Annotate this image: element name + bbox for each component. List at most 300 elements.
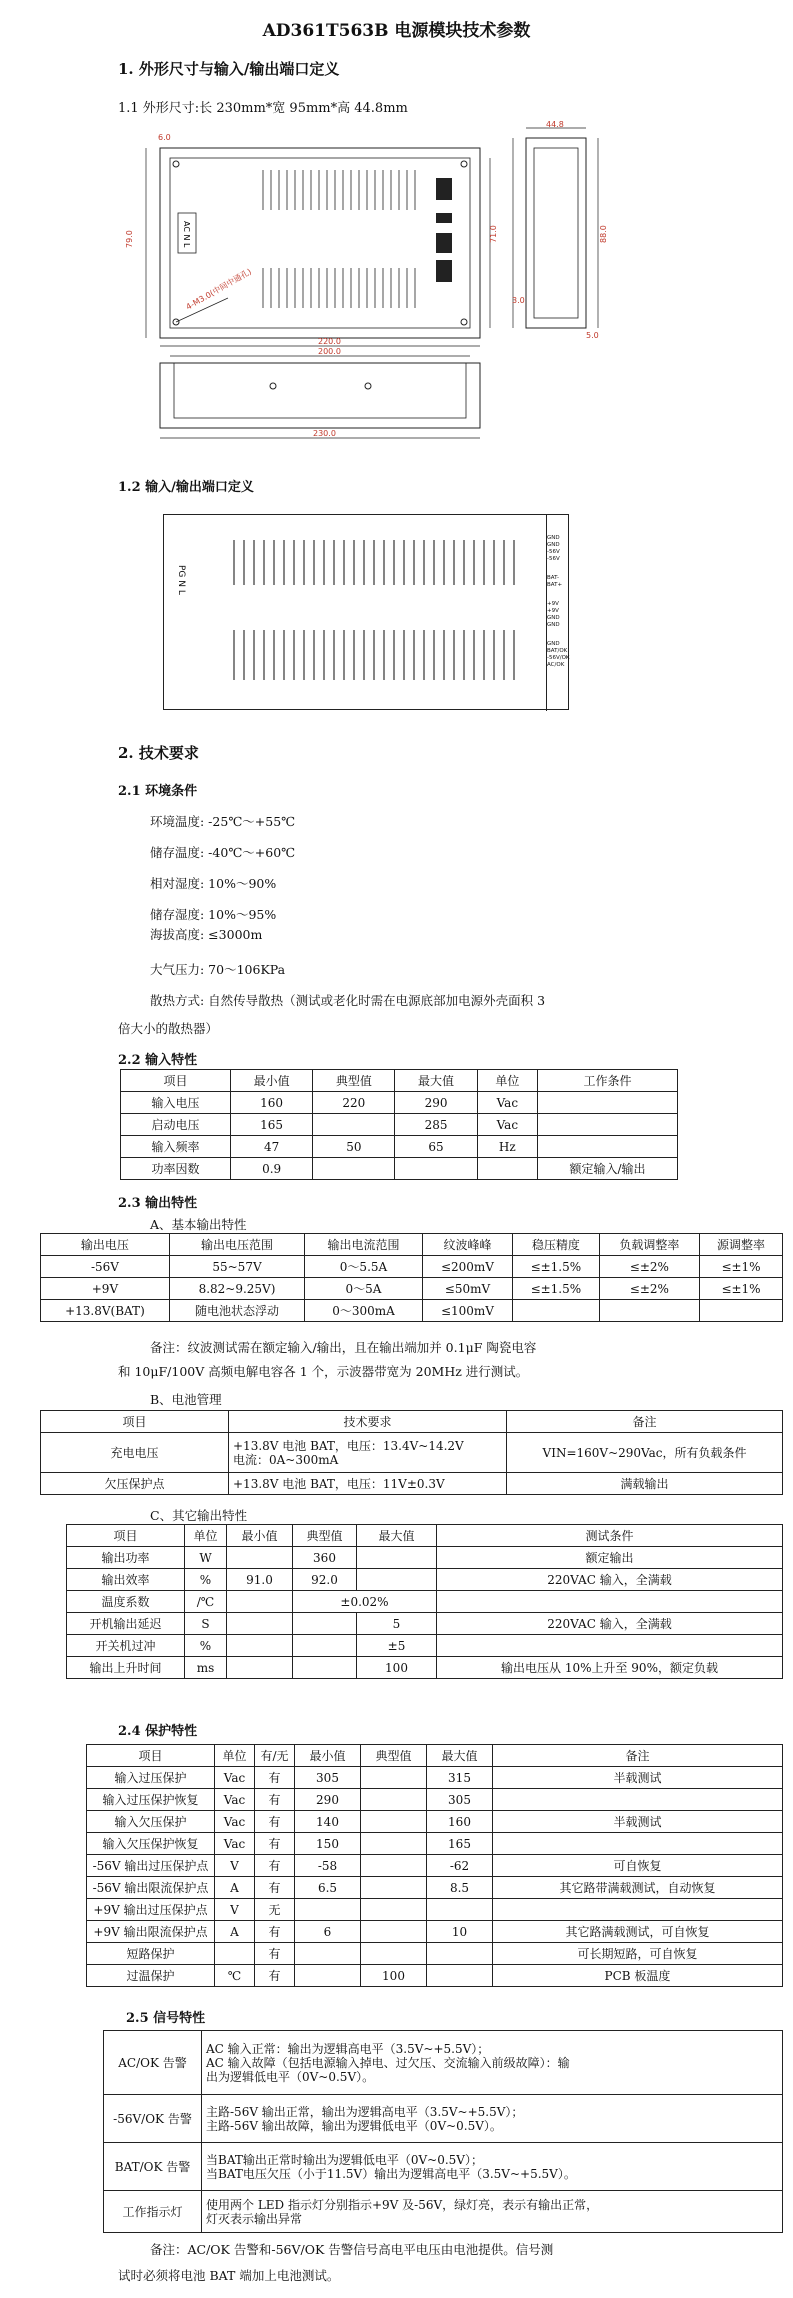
table-row (87, 1789, 783, 1811)
header-cell: 典型值 (361, 1745, 427, 1767)
cell (599, 1300, 699, 1322)
env-line: 储存湿度: 10%～95% (150, 907, 277, 922)
cell: Vac (215, 1789, 255, 1811)
header-cell: 最小值 (231, 1070, 313, 1092)
cell: 温度系数 (67, 1591, 185, 1613)
cell (538, 1136, 678, 1158)
output-terminals (436, 178, 452, 282)
env-line: 相对湿度: 10%～90% (150, 876, 277, 891)
section-2-3-heading: 2.3 输出特性 (118, 1196, 198, 1211)
section-2-4-heading: 2.4 保护特性 (118, 1724, 198, 1739)
cell: ms (185, 1657, 227, 1679)
cell: -56V 输出限流保护点 (87, 1877, 215, 1899)
header-cell: 输出电压范围 (169, 1234, 304, 1256)
cell: PCB 板温度 (493, 1965, 783, 1987)
cell: S (185, 1613, 227, 1635)
table-row (121, 1092, 678, 1114)
cell (361, 1877, 427, 1899)
cell: 160 (231, 1092, 313, 1114)
section-1-1-heading: 1.1 外形尺寸:长 230mm*宽 95mm*高 44.8mm (118, 101, 408, 116)
cell: 其它路带满载测试，自动恢复 (493, 1877, 783, 1899)
vent-slots-top (263, 170, 415, 210)
dim-71: 71.0 (489, 225, 498, 243)
cell-line: 灯灭表示输出异常 (206, 2211, 303, 2226)
dim-5: 5.0 (586, 331, 599, 340)
cell (202, 2191, 783, 2233)
header-cell: 最小值 (295, 1745, 361, 1767)
cell: % (185, 1569, 227, 1591)
table-row (41, 1278, 783, 1300)
cell: 305 (427, 1789, 493, 1811)
table-row (87, 1965, 783, 1987)
cell (313, 1158, 395, 1180)
cell: -56V 输出过压保护点 (87, 1855, 215, 1877)
cell: 工作指示灯 (104, 2191, 202, 2233)
cell (493, 1833, 783, 1855)
table-row (87, 1877, 783, 1899)
header-cell: 有/无 (255, 1745, 295, 1767)
dim-220: 220.0 (318, 337, 341, 346)
cell: 10 (427, 1921, 493, 1943)
cell: Vac (215, 1811, 255, 1833)
cell: 0～300mA (305, 1300, 423, 1322)
cell: 其它路满载测试，可自恢复 (493, 1921, 783, 1943)
cell: 输入过压保护恢复 (87, 1789, 215, 1811)
table-row (67, 1635, 783, 1657)
cell: 285 (395, 1114, 477, 1136)
cell: ±0.02% (293, 1591, 437, 1613)
header-cell: 典型值 (293, 1525, 357, 1547)
cell-line: 出为逻辑低电平（0V~0.5V）。 (206, 2069, 375, 2084)
cell (295, 1899, 361, 1921)
cell: ≤50mV (422, 1278, 512, 1300)
header-cell: 备注 (507, 1411, 783, 1433)
vent-slots-bottom (263, 268, 415, 308)
header-cell: 单位 (477, 1070, 537, 1092)
cell: 100 (357, 1657, 437, 1679)
cell: 6.5 (295, 1877, 361, 1899)
cell: 160 (427, 1811, 493, 1833)
table-row (67, 1547, 783, 1569)
table-row (41, 1433, 783, 1473)
cell: VIN=160V~290Vac，所有负载条件 (507, 1433, 783, 1473)
cell: +9V (41, 1278, 170, 1300)
cell: 290 (295, 1789, 361, 1811)
port-panel (163, 514, 569, 710)
table-row (67, 1591, 783, 1613)
cell: 360 (293, 1547, 357, 1569)
cell: 开关机过冲 (67, 1635, 185, 1657)
port-label: -56V/OK (547, 655, 570, 661)
cell (229, 1433, 507, 1473)
header-cell: 稳压精度 (513, 1234, 600, 1256)
ac-terminal-label: AC N L (182, 221, 191, 248)
cell: +9V 输出限流保护点 (87, 1921, 215, 1943)
cell: 输入频率 (121, 1136, 231, 1158)
ripple-note-2: 和 10μF/100V 高频电解电容各 1 个，示波器带宽为 20MHz 进行测试。 (118, 1364, 529, 1379)
cell: 输入过压保护 (87, 1767, 215, 1789)
env-line: 倍大小的散热器） (118, 1021, 219, 1036)
cell (700, 1300, 783, 1322)
cell: 50 (313, 1136, 395, 1158)
port-group-a (547, 535, 570, 563)
output-a-title: A、基本输出特性 (150, 1217, 247, 1232)
port-label: AC/OK (547, 662, 565, 668)
cell (227, 1635, 293, 1657)
cell: Vac (477, 1092, 537, 1114)
cell (361, 1789, 427, 1811)
table-header-row (67, 1525, 783, 1547)
cell: 满载输出 (507, 1473, 783, 1495)
cell: Vac (477, 1114, 537, 1136)
cell: 8.5 (427, 1877, 493, 1899)
cell: +13.8V(BAT) (41, 1300, 170, 1322)
cell (361, 1855, 427, 1877)
cell-line: 当BAT输出正常时输出为逻辑低电平（0V~0.5V）； (206, 2152, 483, 2167)
cell: AC/OK 告警 (104, 2031, 202, 2095)
cell: 8.82~9.25V) (169, 1278, 304, 1300)
env-line: 海拔高度: ≤3000m (150, 927, 263, 942)
cell (395, 1158, 477, 1180)
header-cell: 最小值 (227, 1525, 293, 1547)
cell-line: AC 输入故障（包括电源输入掉电、过欠压、交流输入前级故障）：输 (206, 2055, 570, 2070)
cell: -62 (427, 1855, 493, 1877)
table-header-row (41, 1234, 783, 1256)
cell: V (215, 1899, 255, 1921)
header-cell: 输出电压 (41, 1234, 170, 1256)
cell: 91.0 (227, 1569, 293, 1591)
cell: 140 (295, 1811, 361, 1833)
cell (538, 1114, 678, 1136)
cell (477, 1158, 537, 1180)
signal-note-1: 备注：AC/OK 告警和-56V/OK 告警信号高电平电压由电池提供。信号测 (150, 2242, 554, 2257)
table-row (41, 1256, 783, 1278)
env-line: 环境温度: -25℃～+55℃ (150, 814, 296, 829)
table-header-row (121, 1070, 678, 1092)
table-row (104, 2031, 783, 2095)
cell: A (215, 1921, 255, 1943)
table-row (67, 1569, 783, 1591)
cell: 有 (255, 1789, 295, 1811)
cell: 可自恢复 (493, 1855, 783, 1877)
cell (427, 1965, 493, 1987)
cell: A (215, 1877, 255, 1899)
cell (361, 1899, 427, 1921)
signal-table (103, 2030, 783, 2233)
cell-line: 使用两个 LED 指示灯分别指示+9V 及-56V，绿灯亮，表示有输出正常， (206, 2197, 599, 2212)
cell (227, 1547, 293, 1569)
table-row (87, 1943, 783, 1965)
dim-79: 79.0 (125, 230, 134, 248)
table-row (104, 2095, 783, 2143)
dim-88: 88.0 (599, 225, 608, 243)
table-header-row (41, 1411, 783, 1433)
protection-table (86, 1744, 783, 1987)
dim-44-8: 44.8 (546, 120, 564, 129)
cell: 有 (255, 1811, 295, 1833)
cell: 150 (295, 1833, 361, 1855)
cell: 0.9 (231, 1158, 313, 1180)
cell (202, 2031, 783, 2095)
cell: 165 (231, 1114, 313, 1136)
table-row (41, 1473, 783, 1495)
header-cell: 技术要求 (229, 1411, 507, 1433)
port-panel-vents (224, 535, 534, 695)
top-view-outline (160, 148, 480, 338)
cell: 55~57V (169, 1256, 304, 1278)
section-2-2-heading: 2.2 输入特性 (118, 1053, 198, 1068)
cell: 6 (295, 1921, 361, 1943)
cell: ≤±1.5% (513, 1256, 600, 1278)
cell: 输入欠压保护 (87, 1811, 215, 1833)
header-cell: 源调整率 (700, 1234, 783, 1256)
header-cell: 备注 (493, 1745, 783, 1767)
table-row (104, 2191, 783, 2233)
header-cell: 项目 (41, 1411, 229, 1433)
port-group-d (547, 641, 570, 669)
cell: ≤100mV (422, 1300, 512, 1322)
cell (427, 1899, 493, 1921)
port-label: BAT- (547, 575, 559, 581)
cell (361, 1943, 427, 1965)
cell: % (185, 1635, 227, 1657)
cell (538, 1092, 678, 1114)
cell (295, 1943, 361, 1965)
cell: /℃ (185, 1591, 227, 1613)
cell: +13.8V 电池 BAT，电压：11V±0.3V (229, 1473, 507, 1495)
cell: 额定输出 (437, 1547, 783, 1569)
cell: 165 (427, 1833, 493, 1855)
port-group-c (547, 601, 570, 629)
cell: 输出功率 (67, 1547, 185, 1569)
output-b-title: B、电池管理 (150, 1392, 222, 1407)
table-row (121, 1158, 678, 1180)
cell: 92.0 (293, 1569, 357, 1591)
hole-note: 4-M3.0(中间中通孔) (184, 267, 253, 312)
cell: 0～5A (305, 1278, 423, 1300)
cell: -58 (295, 1855, 361, 1877)
table-row (67, 1657, 783, 1679)
cell: 290 (395, 1092, 477, 1114)
cell (293, 1613, 357, 1635)
env-line: 大气压力: 70～106KPa (150, 962, 286, 977)
cell: -56V (41, 1256, 170, 1278)
section-1-2-heading: 1.2 输入/输出端口定义 (118, 480, 254, 495)
battery-table (40, 1410, 783, 1495)
port-label: GND (547, 615, 560, 621)
cell: 有 (255, 1943, 295, 1965)
cell (493, 1899, 783, 1921)
cell (202, 2095, 783, 2143)
cell: 0～5.5A (305, 1256, 423, 1278)
cell (361, 1811, 427, 1833)
cell: 有 (255, 1855, 295, 1877)
cell: 无 (255, 1899, 295, 1921)
port-label: GND (547, 622, 560, 628)
cell (202, 2143, 783, 2191)
header-cell: 最大值 (427, 1745, 493, 1767)
env-line: 储存温度: -40℃～+60℃ (150, 845, 296, 860)
cell-line: 主路-56V 输出故障，输出为逻辑低电平（0V~0.5V）。 (206, 2118, 502, 2133)
cell (227, 1657, 293, 1679)
cell: 65 (395, 1136, 477, 1158)
header-cell: 项目 (121, 1070, 231, 1092)
table-row (104, 2143, 783, 2191)
other-output-table (66, 1524, 783, 1679)
cell: 47 (231, 1136, 313, 1158)
cell: 半载测试 (493, 1811, 783, 1833)
table-header-row (87, 1745, 783, 1767)
cell: ≤±1% (700, 1256, 783, 1278)
cell: 有 (255, 1877, 295, 1899)
cell: 有 (255, 1833, 295, 1855)
cell (357, 1569, 437, 1591)
cell (293, 1635, 357, 1657)
cell-line: +13.8V 电池 BAT，电压：13.4V~14.2V (233, 1438, 464, 1453)
ripple-note-1: 备注：纹波测试需在额定输入/输出，且在输出端加并 0.1μF 陶瓷电容 (150, 1340, 537, 1355)
cell: 100 (361, 1965, 427, 1987)
header-cell: 输出电流范围 (305, 1234, 423, 1256)
cell: Hz (477, 1136, 537, 1158)
cell: ≤200mV (422, 1256, 512, 1278)
cell: 可长期短路，可自恢复 (493, 1943, 783, 1965)
cell-line: AC 输入正常：输出为逻辑高电平（3.5V~+5.5V）； (206, 2041, 490, 2056)
cell: W (185, 1547, 227, 1569)
cell: 开机输出延迟 (67, 1613, 185, 1635)
dim-230: 230.0 (313, 429, 336, 438)
port-label: -56V (547, 549, 560, 555)
cell (215, 1943, 255, 1965)
header-cell: 单位 (215, 1745, 255, 1767)
section-2-1-heading: 2.1 环境条件 (118, 784, 198, 799)
header-cell: 纹波峰峰 (422, 1234, 512, 1256)
cell: ≤±2% (599, 1278, 699, 1300)
cell: ≤±1.5% (513, 1278, 600, 1300)
cell: +9V 输出过压保护点 (87, 1899, 215, 1921)
port-label: GND (547, 542, 560, 548)
cell: Vac (215, 1833, 255, 1855)
header-cell: 单位 (185, 1525, 227, 1547)
cell: 输出上升时间 (67, 1657, 185, 1679)
table-row (121, 1114, 678, 1136)
port-panel-ac-label: PG N L (176, 565, 186, 595)
cell (493, 1789, 783, 1811)
table-row (87, 1833, 783, 1855)
cell (361, 1833, 427, 1855)
port-label: GND (547, 641, 560, 647)
section-2-5-heading: 2.5 信号特性 (126, 2011, 206, 2026)
header-cell: 测试条件 (437, 1525, 783, 1547)
input-table (120, 1069, 678, 1180)
cell (313, 1114, 395, 1136)
cell: 功率因数 (121, 1158, 231, 1180)
port-label: BAT/OK (547, 648, 568, 654)
header-cell: 负载调整率 (599, 1234, 699, 1256)
cell: 输出效率 (67, 1569, 185, 1591)
cell: 220VAC 输入，全满载 (437, 1569, 783, 1591)
cell-line: 主路-56V 输出正常，输出为逻辑高电平（3.5V~+5.5V）； (206, 2104, 524, 2119)
cell: 过温保护 (87, 1965, 215, 1987)
cell (437, 1635, 783, 1657)
cell: Vac (215, 1767, 255, 1789)
table-row (87, 1811, 783, 1833)
env-line: 散热方式: 自然传导散热（测试或老化时需在电源底部加电源外壳面积 3 (150, 993, 546, 1008)
cell: ±5 (357, 1635, 437, 1657)
cell (437, 1591, 783, 1613)
section-1-heading: 1. 外形尺寸与输入/输出端口定义 (118, 60, 340, 78)
port-group-b (547, 575, 570, 589)
cell: 305 (295, 1767, 361, 1789)
header-cell: 项目 (67, 1525, 185, 1547)
cell: 欠压保护点 (41, 1473, 229, 1495)
mechanical-drawing (118, 118, 678, 463)
table-row (87, 1921, 783, 1943)
port-label: GND (547, 535, 560, 541)
cell: 220VAC 输入，全满载 (437, 1613, 783, 1635)
cell: 输入欠压保护恢复 (87, 1833, 215, 1855)
cell: 短路保护 (87, 1943, 215, 1965)
cell: 充电电压 (41, 1433, 229, 1473)
dim-6: 6.0 (158, 133, 171, 142)
cell: ℃ (215, 1965, 255, 1987)
page-title: AD361T563B 电源模块技术参数 (262, 21, 531, 41)
cell-line: 当BAT电压欠压（小于11.5V）输出为逻辑高电平（3.5V~+5.5V）。 (206, 2166, 576, 2181)
cell-line: 电流：0A~300mA (233, 1452, 339, 1467)
cell: -56V/OK 告警 (104, 2095, 202, 2143)
side-view-outline (526, 138, 586, 328)
port-label-column (546, 515, 570, 711)
cell: BAT/OK 告警 (104, 2143, 202, 2191)
port-label: +9V (547, 608, 559, 614)
port-label: +9V (547, 601, 559, 607)
cell: 220 (313, 1092, 395, 1114)
cell (357, 1547, 437, 1569)
cell: 有 (255, 1767, 295, 1789)
cell: 随电池状态浮动 (169, 1300, 304, 1322)
table-row (121, 1136, 678, 1158)
cell: 输入电压 (121, 1092, 231, 1114)
header-cell: 最大值 (357, 1525, 437, 1547)
table-row (87, 1899, 783, 1921)
cell (513, 1300, 600, 1322)
cell (361, 1921, 427, 1943)
basic-output-table (40, 1233, 783, 1322)
dim-200: 200.0 (318, 347, 341, 356)
cell: V (215, 1855, 255, 1877)
cell (293, 1657, 357, 1679)
header-cell: 典型值 (313, 1070, 395, 1092)
section-2-heading: 2. 技术要求 (118, 744, 199, 762)
cell (227, 1591, 293, 1613)
header-cell: 最大值 (395, 1070, 477, 1092)
cell: 启动电压 (121, 1114, 231, 1136)
output-c-title: C、其它输出特性 (150, 1508, 248, 1523)
signal-note-2: 试时必须将电池 BAT 端加上电池测试。 (118, 2268, 340, 2283)
dim-3: 3.0 (512, 296, 525, 305)
port-label: BAT+ (547, 582, 563, 588)
cell (361, 1767, 427, 1789)
header-cell: 工作条件 (538, 1070, 678, 1092)
table-row (41, 1300, 783, 1322)
table-row (87, 1855, 783, 1877)
cell (427, 1943, 493, 1965)
header-cell: 项目 (87, 1745, 215, 1767)
cell: 输出电压从 10%上升至 90%，额定负载 (437, 1657, 783, 1679)
port-label: -56V (547, 556, 560, 562)
cell: 有 (255, 1965, 295, 1987)
table-row (67, 1613, 783, 1635)
cell: ≤±1% (700, 1278, 783, 1300)
